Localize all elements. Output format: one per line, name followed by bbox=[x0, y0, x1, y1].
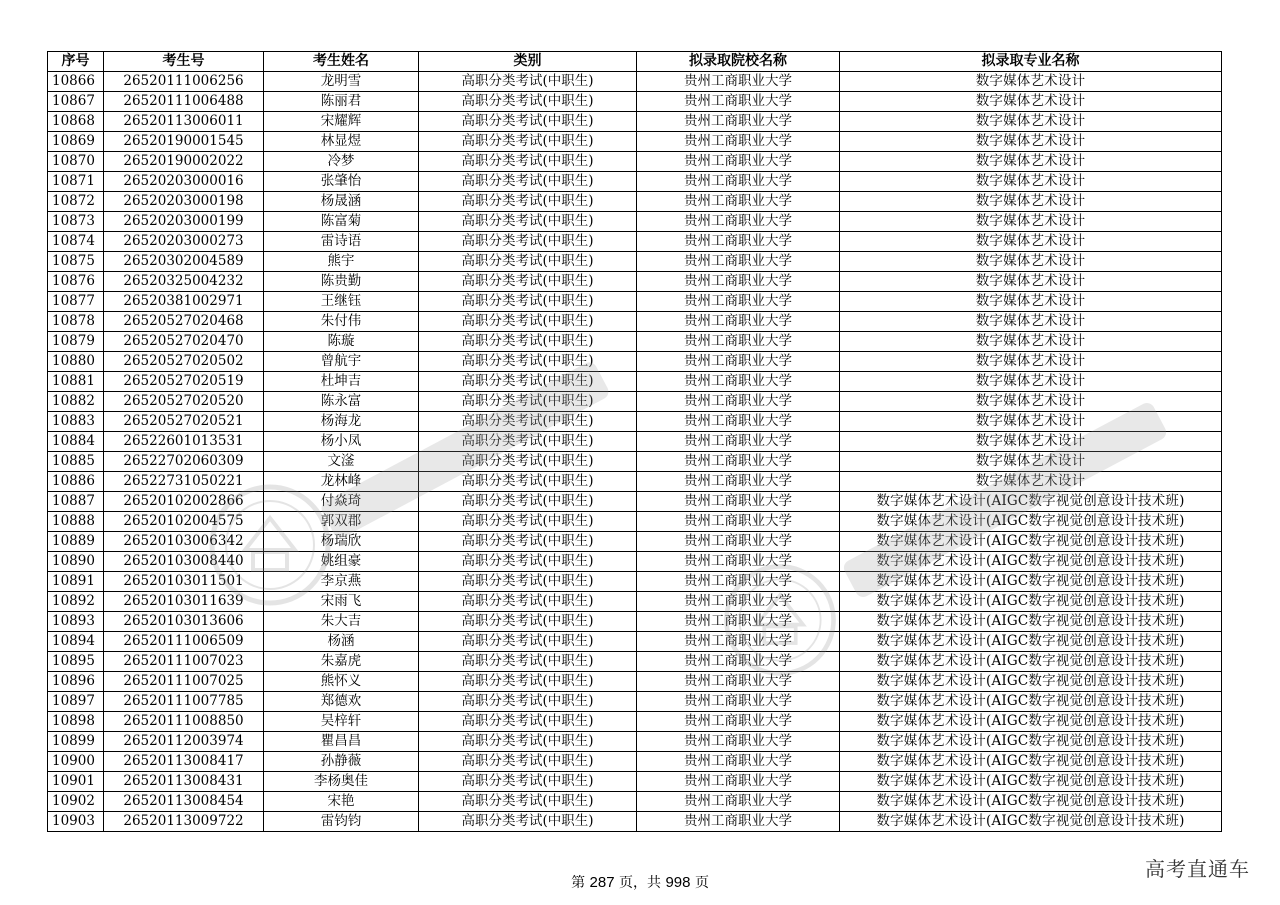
cell-name: 付焱琦 bbox=[264, 492, 419, 512]
cell-school: 贵州工商职业大学 bbox=[637, 352, 840, 372]
page-middle: 页，共 bbox=[619, 875, 661, 891]
cell-major: 数字媒体艺术设计(AIGC数字视觉创意设计技术班) bbox=[840, 792, 1222, 812]
cell-school: 贵州工商职业大学 bbox=[637, 532, 840, 552]
cell-exam-id: 26520527020519 bbox=[104, 372, 264, 392]
table-row bbox=[48, 192, 1222, 212]
cell-name: 陈富菊 bbox=[264, 212, 419, 232]
cell-major: 数字媒体艺术设计(AIGC数字视觉创意设计技术班) bbox=[840, 772, 1222, 792]
cell-name: 姚组豪 bbox=[264, 552, 419, 572]
cell-exam-id: 26520325004232 bbox=[104, 272, 264, 292]
cell-exam-id: 26520102002866 bbox=[104, 492, 264, 512]
cell-exam-id: 26520111007785 bbox=[104, 692, 264, 712]
cell-category: 高职分类考试(中职生) bbox=[419, 292, 637, 312]
cell-seq: 10875 bbox=[48, 252, 104, 272]
cell-school: 贵州工商职业大学 bbox=[637, 752, 840, 772]
cell-seq: 10869 bbox=[48, 132, 104, 152]
table-row bbox=[48, 172, 1222, 192]
cell-school: 贵州工商职业大学 bbox=[637, 472, 840, 492]
table-row bbox=[48, 132, 1222, 152]
cell-school: 贵州工商职业大学 bbox=[637, 572, 840, 592]
cell-major: 数字媒体艺术设计(AIGC数字视觉创意设计技术班) bbox=[840, 812, 1222, 832]
cell-name: 杨海龙 bbox=[264, 412, 419, 432]
cell-major: 数字媒体艺术设计(AIGC数字视觉创意设计技术班) bbox=[840, 592, 1222, 612]
cell-category: 高职分类考试(中职生) bbox=[419, 432, 637, 452]
cell-school: 贵州工商职业大学 bbox=[637, 792, 840, 812]
cell-school: 贵州工商职业大学 bbox=[637, 392, 840, 412]
cell-name: 雷钧钧 bbox=[264, 812, 419, 832]
cell-seq: 10870 bbox=[48, 152, 104, 172]
cell-name: 郭双郡 bbox=[264, 512, 419, 532]
table-row bbox=[48, 732, 1222, 752]
cell-major: 数字媒体艺术设计 bbox=[840, 312, 1222, 332]
cell-seq: 10874 bbox=[48, 232, 104, 252]
cell-category: 高职分类考试(中职生) bbox=[419, 92, 637, 112]
cell-major: 数字媒体艺术设计(AIGC数字视觉创意设计技术班) bbox=[840, 652, 1222, 672]
cell-major: 数字媒体艺术设计 bbox=[840, 392, 1222, 412]
cell-name: 李京燕 bbox=[264, 572, 419, 592]
cell-school: 贵州工商职业大学 bbox=[637, 592, 840, 612]
cell-exam-id: 26520103006342 bbox=[104, 532, 264, 552]
cell-name: 郑德欢 bbox=[264, 692, 419, 712]
cell-name: 林显煜 bbox=[264, 132, 419, 152]
cell-name: 李杨奥佳 bbox=[264, 772, 419, 792]
cell-major: 数字媒体艺术设计 bbox=[840, 352, 1222, 372]
cell-exam-id: 26520112003974 bbox=[104, 732, 264, 752]
cell-school: 贵州工商职业大学 bbox=[637, 732, 840, 752]
cell-category: 高职分类考试(中职生) bbox=[419, 552, 637, 572]
cell-school: 贵州工商职业大学 bbox=[637, 552, 840, 572]
cell-major: 数字媒体艺术设计 bbox=[840, 172, 1222, 192]
cell-exam-id: 26520103008440 bbox=[104, 552, 264, 572]
table-row bbox=[48, 272, 1222, 292]
cell-exam-id: 26520103011501 bbox=[104, 572, 264, 592]
cell-school: 贵州工商职业大学 bbox=[637, 452, 840, 472]
cell-exam-id: 26520113008431 bbox=[104, 772, 264, 792]
cell-category: 高职分类考试(中职生) bbox=[419, 672, 637, 692]
table-row bbox=[48, 492, 1222, 512]
cell-category: 高职分类考试(中职生) bbox=[419, 212, 637, 232]
cell-seq: 10882 bbox=[48, 392, 104, 412]
cell-name: 陈丽君 bbox=[264, 92, 419, 112]
cell-major: 数字媒体艺术设计(AIGC数字视觉创意设计技术班) bbox=[840, 512, 1222, 532]
cell-seq: 10894 bbox=[48, 632, 104, 652]
table-row bbox=[48, 232, 1222, 252]
cell-major: 数字媒体艺术设计 bbox=[840, 252, 1222, 272]
cell-major: 数字媒体艺术设计(AIGC数字视觉创意设计技术班) bbox=[840, 612, 1222, 632]
cell-name: 杨晟涵 bbox=[264, 192, 419, 212]
cell-major: 数字媒体艺术设计(AIGC数字视觉创意设计技术班) bbox=[840, 552, 1222, 572]
table-row bbox=[48, 792, 1222, 812]
cell-seq: 10900 bbox=[48, 752, 104, 772]
cell-exam-id: 26520111008850 bbox=[104, 712, 264, 732]
cell-major: 数字媒体艺术设计 bbox=[840, 272, 1222, 292]
cell-school: 贵州工商职业大学 bbox=[637, 292, 840, 312]
cell-exam-id: 26520527020502 bbox=[104, 352, 264, 372]
page-prefix: 第 bbox=[571, 875, 586, 891]
cell-exam-id: 26520190001545 bbox=[104, 132, 264, 152]
cell-category: 高职分类考试(中职生) bbox=[419, 72, 637, 92]
cell-category: 高职分类考试(中职生) bbox=[419, 132, 637, 152]
cell-seq: 10866 bbox=[48, 72, 104, 92]
cell-major: 数字媒体艺术设计 bbox=[840, 452, 1222, 472]
cell-seq: 10879 bbox=[48, 332, 104, 352]
cell-seq: 10876 bbox=[48, 272, 104, 292]
cell-name: 陈璇 bbox=[264, 332, 419, 352]
cell-name: 杜坤吉 bbox=[264, 372, 419, 392]
cell-school: 贵州工商职业大学 bbox=[637, 612, 840, 632]
cell-name: 宋耀辉 bbox=[264, 112, 419, 132]
cell-exam-id: 26520527020520 bbox=[104, 392, 264, 412]
cell-seq: 10884 bbox=[48, 432, 104, 452]
cell-category: 高职分类考试(中职生) bbox=[419, 712, 637, 732]
header-major: 拟录取专业名称 bbox=[840, 52, 1222, 72]
table-row bbox=[48, 392, 1222, 412]
table-row bbox=[48, 572, 1222, 592]
cell-exam-id: 26520527020470 bbox=[104, 332, 264, 352]
cell-name: 杨小凤 bbox=[264, 432, 419, 452]
cell-seq: 10881 bbox=[48, 372, 104, 392]
header-row bbox=[48, 52, 1222, 72]
cell-exam-id: 26520381002971 bbox=[104, 292, 264, 312]
cell-exam-id: 26522702060309 bbox=[104, 452, 264, 472]
cell-major: 数字媒体艺术设计 bbox=[840, 72, 1222, 92]
cell-name: 吴梓轩 bbox=[264, 712, 419, 732]
cell-exam-id: 26520113009722 bbox=[104, 812, 264, 832]
cell-category: 高职分类考试(中职生) bbox=[419, 352, 637, 372]
cell-seq: 10887 bbox=[48, 492, 104, 512]
table-row bbox=[48, 292, 1222, 312]
cell-major: 数字媒体艺术设计 bbox=[840, 432, 1222, 452]
cell-seq: 10885 bbox=[48, 452, 104, 472]
cell-name: 孙静薇 bbox=[264, 752, 419, 772]
table-row bbox=[48, 352, 1222, 372]
cell-school: 贵州工商职业大学 bbox=[637, 672, 840, 692]
cell-school: 贵州工商职业大学 bbox=[637, 372, 840, 392]
cell-major: 数字媒体艺术设计 bbox=[840, 472, 1222, 492]
cell-seq: 10878 bbox=[48, 312, 104, 332]
brand-watermark: 高考直通车 bbox=[1145, 857, 1250, 881]
cell-school: 贵州工商职业大学 bbox=[637, 152, 840, 172]
cell-seq: 10883 bbox=[48, 412, 104, 432]
cell-name: 宋艳 bbox=[264, 792, 419, 812]
cell-exam-id: 26520102004575 bbox=[104, 512, 264, 532]
cell-exam-id: 26520103011639 bbox=[104, 592, 264, 612]
cell-seq: 10899 bbox=[48, 732, 104, 752]
cell-major: 数字媒体艺术设计(AIGC数字视觉创意设计技术班) bbox=[840, 532, 1222, 552]
cell-school: 贵州工商职业大学 bbox=[637, 72, 840, 92]
table-body bbox=[48, 72, 1222, 832]
cell-seq: 10872 bbox=[48, 192, 104, 212]
table-row bbox=[48, 752, 1222, 772]
cell-exam-id: 26520103013606 bbox=[104, 612, 264, 632]
cell-category: 高职分类考试(中职生) bbox=[419, 112, 637, 132]
cell-seq: 10880 bbox=[48, 352, 104, 372]
cell-category: 高职分类考试(中职生) bbox=[419, 592, 637, 612]
table-row bbox=[48, 112, 1222, 132]
cell-category: 高职分类考试(中职生) bbox=[419, 492, 637, 512]
cell-seq: 10877 bbox=[48, 292, 104, 312]
cell-exam-id: 26520113008454 bbox=[104, 792, 264, 812]
cell-major: 数字媒体艺术设计(AIGC数字视觉创意设计技术班) bbox=[840, 712, 1222, 732]
cell-major: 数字媒体艺术设计 bbox=[840, 112, 1222, 132]
table-row bbox=[48, 592, 1222, 612]
cell-major: 数字媒体艺术设计(AIGC数字视觉创意设计技术班) bbox=[840, 752, 1222, 772]
cell-school: 贵州工商职业大学 bbox=[637, 512, 840, 532]
cell-name: 文滏 bbox=[264, 452, 419, 472]
cell-seq: 10890 bbox=[48, 552, 104, 572]
cell-major: 数字媒体艺术设计 bbox=[840, 132, 1222, 152]
cell-seq: 10902 bbox=[48, 792, 104, 812]
cell-exam-id: 26522731050221 bbox=[104, 472, 264, 492]
cell-major: 数字媒体艺术设计 bbox=[840, 372, 1222, 392]
cell-major: 数字媒体艺术设计 bbox=[840, 412, 1222, 432]
table-row bbox=[48, 72, 1222, 92]
cell-category: 高职分类考试(中职生) bbox=[419, 332, 637, 352]
table-row bbox=[48, 432, 1222, 452]
table-row bbox=[48, 552, 1222, 572]
cell-category: 高职分类考试(中职生) bbox=[419, 512, 637, 532]
cell-name: 龙明雪 bbox=[264, 72, 419, 92]
cell-category: 高职分类考试(中职生) bbox=[419, 252, 637, 272]
table-row bbox=[48, 532, 1222, 552]
cell-name: 朱付伟 bbox=[264, 312, 419, 332]
cell-major: 数字媒体艺术设计(AIGC数字视觉创意设计技术班) bbox=[840, 572, 1222, 592]
cell-school: 贵州工商职业大学 bbox=[637, 232, 840, 252]
cell-exam-id: 26520203000198 bbox=[104, 192, 264, 212]
cell-seq: 10891 bbox=[48, 572, 104, 592]
cell-school: 贵州工商职业大学 bbox=[637, 132, 840, 152]
cell-seq: 10898 bbox=[48, 712, 104, 732]
table-row bbox=[48, 92, 1222, 112]
cell-name: 宋雨飞 bbox=[264, 592, 419, 612]
cell-seq: 10888 bbox=[48, 512, 104, 532]
cell-name: 陈永富 bbox=[264, 392, 419, 412]
cell-seq: 10873 bbox=[48, 212, 104, 232]
cell-school: 贵州工商职业大学 bbox=[637, 772, 840, 792]
cell-category: 高职分类考试(中职生) bbox=[419, 532, 637, 552]
cell-major: 数字媒体艺术设计(AIGC数字视觉创意设计技术班) bbox=[840, 632, 1222, 652]
header-exam-id: 考生号 bbox=[104, 52, 264, 72]
cell-seq: 10903 bbox=[48, 812, 104, 832]
cell-name: 朱嘉虎 bbox=[264, 652, 419, 672]
cell-name: 冷梦 bbox=[264, 152, 419, 172]
table-row bbox=[48, 332, 1222, 352]
cell-school: 贵州工商职业大学 bbox=[637, 432, 840, 452]
cell-seq: 10886 bbox=[48, 472, 104, 492]
cell-category: 高职分类考试(中职生) bbox=[419, 752, 637, 772]
table-row bbox=[48, 772, 1222, 792]
cell-school: 贵州工商职业大学 bbox=[637, 812, 840, 832]
cell-category: 高职分类考试(中职生) bbox=[419, 572, 637, 592]
cell-exam-id: 26520111007025 bbox=[104, 672, 264, 692]
cell-school: 贵州工商职业大学 bbox=[637, 692, 840, 712]
cell-exam-id: 26522601013531 bbox=[104, 432, 264, 452]
cell-school: 贵州工商职业大学 bbox=[637, 252, 840, 272]
cell-seq: 10897 bbox=[48, 692, 104, 712]
cell-category: 高职分类考试(中职生) bbox=[419, 772, 637, 792]
cell-major: 数字媒体艺术设计 bbox=[840, 232, 1222, 252]
cell-category: 高职分类考试(中职生) bbox=[419, 452, 637, 472]
cell-seq: 10871 bbox=[48, 172, 104, 192]
cell-exam-id: 26520111006256 bbox=[104, 72, 264, 92]
table-row bbox=[48, 452, 1222, 472]
cell-school: 贵州工商职业大学 bbox=[637, 272, 840, 292]
cell-exam-id: 26520203000199 bbox=[104, 212, 264, 232]
cell-school: 贵州工商职业大学 bbox=[637, 212, 840, 232]
cell-school: 贵州工商职业大学 bbox=[637, 632, 840, 652]
cell-exam-id: 26520203000273 bbox=[104, 232, 264, 252]
cell-seq: 10867 bbox=[48, 92, 104, 112]
table-row bbox=[48, 312, 1222, 332]
cell-category: 高职分类考试(中职生) bbox=[419, 152, 637, 172]
cell-major: 数字媒体艺术设计 bbox=[840, 292, 1222, 312]
cell-exam-id: 26520203000016 bbox=[104, 172, 264, 192]
cell-exam-id: 26520302004589 bbox=[104, 252, 264, 272]
cell-school: 贵州工商职业大学 bbox=[637, 652, 840, 672]
cell-school: 贵州工商职业大学 bbox=[637, 112, 840, 132]
page-current: 287 bbox=[589, 874, 615, 891]
table-row bbox=[48, 612, 1222, 632]
cell-major: 数字媒体艺术设计 bbox=[840, 92, 1222, 112]
admission-table bbox=[47, 51, 1222, 832]
cell-category: 高职分类考试(中职生) bbox=[419, 232, 637, 252]
cell-school: 贵州工商职业大学 bbox=[637, 712, 840, 732]
cell-major: 数字媒体艺术设计(AIGC数字视觉创意设计技术班) bbox=[840, 732, 1222, 752]
cell-school: 贵州工商职业大学 bbox=[637, 412, 840, 432]
page-suffix: 页 bbox=[694, 875, 709, 891]
cell-seq: 10896 bbox=[48, 672, 104, 692]
cell-exam-id: 26520527020521 bbox=[104, 412, 264, 432]
table-row bbox=[48, 152, 1222, 172]
cell-category: 高职分类考试(中职生) bbox=[419, 472, 637, 492]
table-row bbox=[48, 412, 1222, 432]
cell-seq: 10893 bbox=[48, 612, 104, 632]
cell-school: 贵州工商职业大学 bbox=[637, 192, 840, 212]
cell-seq: 10895 bbox=[48, 652, 104, 672]
cell-category: 高职分类考试(中职生) bbox=[419, 612, 637, 632]
cell-category: 高职分类考试(中职生) bbox=[419, 412, 637, 432]
cell-major: 数字媒体艺术设计 bbox=[840, 152, 1222, 172]
cell-exam-id: 26520190002022 bbox=[104, 152, 264, 172]
cell-category: 高职分类考试(中职生) bbox=[419, 812, 637, 832]
header-school: 拟录取院校名称 bbox=[637, 52, 840, 72]
table-row bbox=[48, 252, 1222, 272]
cell-name: 杨涵 bbox=[264, 632, 419, 652]
cell-exam-id: 26520111007023 bbox=[104, 652, 264, 672]
cell-seq: 10901 bbox=[48, 772, 104, 792]
table-row bbox=[48, 472, 1222, 492]
table-row bbox=[48, 512, 1222, 532]
cell-category: 高职分类考试(中职生) bbox=[419, 392, 637, 412]
page-indicator bbox=[0, 872, 1280, 892]
cell-category: 高职分类考试(中职生) bbox=[419, 792, 637, 812]
cell-name: 朱大吉 bbox=[264, 612, 419, 632]
table-row bbox=[48, 692, 1222, 712]
cell-major: 数字媒体艺术设计(AIGC数字视觉创意设计技术班) bbox=[840, 692, 1222, 712]
cell-name: 瞿昌昌 bbox=[264, 732, 419, 752]
cell-major: 数字媒体艺术设计 bbox=[840, 332, 1222, 352]
header-name: 考生姓名 bbox=[264, 52, 419, 72]
cell-exam-id: 26520113006011 bbox=[104, 112, 264, 132]
cell-exam-id: 26520113008417 bbox=[104, 752, 264, 772]
cell-name: 陈贵勤 bbox=[264, 272, 419, 292]
header-category: 类别 bbox=[419, 52, 637, 72]
cell-school: 贵州工商职业大学 bbox=[637, 492, 840, 512]
table-row bbox=[48, 632, 1222, 652]
cell-seq: 10892 bbox=[48, 592, 104, 612]
cell-name: 龙林峰 bbox=[264, 472, 419, 492]
cell-category: 高职分类考试(中职生) bbox=[419, 172, 637, 192]
cell-category: 高职分类考试(中职生) bbox=[419, 692, 637, 712]
cell-category: 高职分类考试(中职生) bbox=[419, 312, 637, 332]
cell-category: 高职分类考试(中职生) bbox=[419, 192, 637, 212]
cell-category: 高职分类考试(中职生) bbox=[419, 272, 637, 292]
cell-major: 数字媒体艺术设计(AIGC数字视觉创意设计技术班) bbox=[840, 672, 1222, 692]
cell-name: 雷诗语 bbox=[264, 232, 419, 252]
cell-category: 高职分类考试(中职生) bbox=[419, 652, 637, 672]
cell-major: 数字媒体艺术设计 bbox=[840, 212, 1222, 232]
cell-exam-id: 26520527020468 bbox=[104, 312, 264, 332]
cell-name: 张肇怡 bbox=[264, 172, 419, 192]
table-row bbox=[48, 672, 1222, 692]
cell-name: 杨瑞欣 bbox=[264, 532, 419, 552]
cell-school: 贵州工商职业大学 bbox=[637, 92, 840, 112]
cell-school: 贵州工商职业大学 bbox=[637, 172, 840, 192]
cell-category: 高职分类考试(中职生) bbox=[419, 372, 637, 392]
cell-name: 王继钰 bbox=[264, 292, 419, 312]
cell-name: 熊怀义 bbox=[264, 672, 419, 692]
table-row bbox=[48, 712, 1222, 732]
cell-seq: 10889 bbox=[48, 532, 104, 552]
table-row bbox=[48, 212, 1222, 232]
cell-name: 熊宇 bbox=[264, 252, 419, 272]
cell-school: 贵州工商职业大学 bbox=[637, 332, 840, 352]
cell-major: 数字媒体艺术设计(AIGC数字视觉创意设计技术班) bbox=[840, 492, 1222, 512]
cell-exam-id: 26520111006509 bbox=[104, 632, 264, 652]
cell-school: 贵州工商职业大学 bbox=[637, 312, 840, 332]
cell-major: 数字媒体艺术设计 bbox=[840, 192, 1222, 212]
cell-category: 高职分类考试(中职生) bbox=[419, 632, 637, 652]
cell-exam-id: 26520111006488 bbox=[104, 92, 264, 112]
cell-seq: 10868 bbox=[48, 112, 104, 132]
page-total: 998 bbox=[665, 874, 691, 891]
table-row bbox=[48, 652, 1222, 672]
cell-name: 曾航宇 bbox=[264, 352, 419, 372]
header-seq: 序号 bbox=[48, 52, 104, 72]
table-header bbox=[48, 52, 1222, 72]
table-row bbox=[48, 372, 1222, 392]
table-row bbox=[48, 812, 1222, 832]
cell-category: 高职分类考试(中职生) bbox=[419, 732, 637, 752]
